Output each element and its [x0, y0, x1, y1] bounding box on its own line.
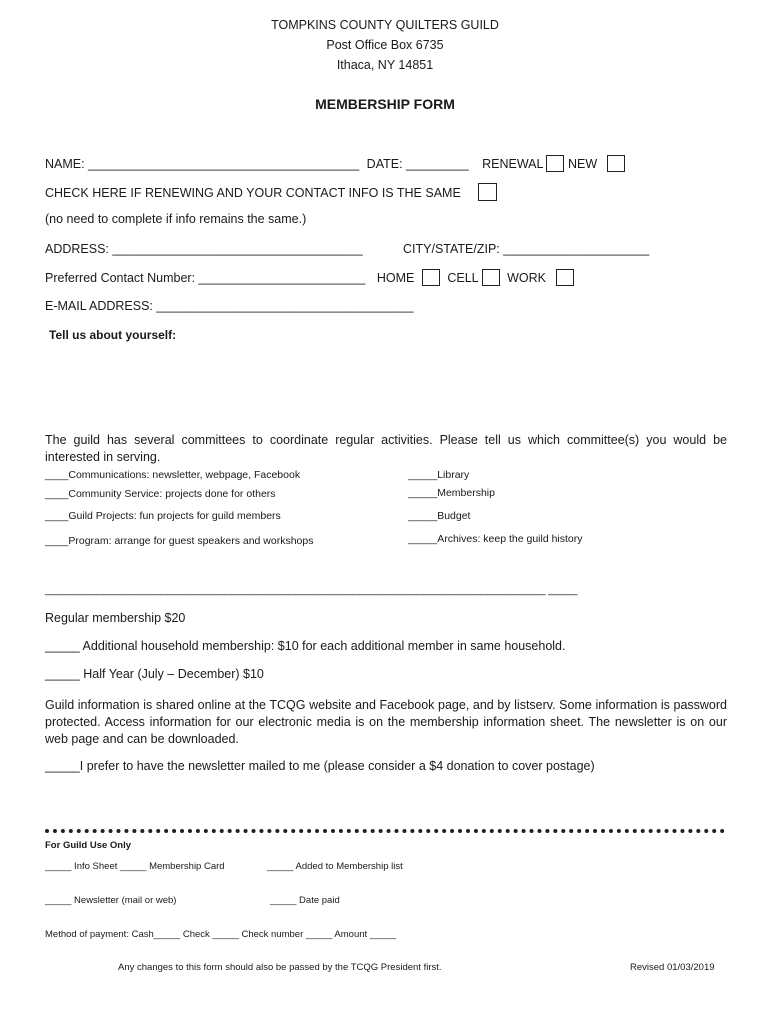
committee-library[interactable]: _____Library [408, 469, 470, 481]
tell-us-heading: Tell us about yourself: [49, 328, 177, 342]
guild-info-paragraph: Guild information is shared online at the TCQG website and Facebook page, and by listserv. Some information is password protected. Access information for our electronic media is on the membership information sheet. The newsletter is on our web page and can be downloaded. [45, 698, 727, 746]
committee-membership[interactable]: _____Membership [408, 487, 495, 499]
committee-community-service[interactable]: ____Community Service: projects done for others [45, 488, 276, 500]
payment-method-field[interactable]: Method of payment: Cash_____ Check _____ Check number _____ Amount _____ [45, 929, 397, 940]
half-year-option[interactable]: _____ Half Year (July – December) $10 [45, 667, 264, 681]
renewal-label: RENEWAL [482, 157, 543, 171]
dotted-divider [45, 829, 725, 833]
new-checkbox[interactable] [607, 155, 625, 172]
renewing-same-checkbox[interactable] [478, 183, 497, 201]
regular-membership: Regular membership $20 [45, 611, 186, 625]
cell-label: CELL [447, 271, 479, 285]
committee-communications[interactable]: ____Communications: newsletter, webpage, Facebook [45, 469, 301, 481]
committee-budget[interactable]: _____Budget [408, 510, 471, 522]
date-paid-field[interactable]: _____ Date paid [270, 895, 340, 906]
committee-guild-projects[interactable]: ____Guild Projects: fun projects for guild members [45, 510, 281, 522]
contact-row [45, 269, 574, 286]
footer-note: Any changes to this form should also be passed by the TCQG President first. [118, 962, 442, 973]
new-label: NEW [567, 157, 598, 171]
date-field[interactable]: DATE: _________ [366, 157, 469, 171]
renewing-same-label: CHECK HERE IF RENEWING AND YOUR CONTACT INFO IS THE SAME [45, 186, 461, 200]
work-label: WORK [507, 271, 547, 285]
name-row [45, 155, 625, 172]
home-checkbox[interactable] [422, 269, 440, 286]
name-field[interactable]: NAME: _______________________________________ [45, 157, 360, 171]
committee-archives[interactable]: _____Archives: keep the guild history [408, 533, 583, 545]
city-address: Ithaca, NY 14851 [336, 58, 434, 72]
newsletter-field[interactable]: _____ Newsletter (mail or web) [45, 895, 177, 906]
preferred-contact-field[interactable]: Preferred Contact Number: ________________________ [45, 271, 366, 285]
email-field[interactable]: E-MAIL ADDRESS: _____________________________________ [45, 299, 414, 313]
renewing-same-row [45, 183, 497, 201]
form-title: MEMBERSHIP FORM [315, 96, 455, 112]
city-state-zip-field[interactable]: CITY/STATE/ZIP: _____________________ [403, 242, 650, 256]
added-list-field[interactable]: _____ Added to Membership list [267, 861, 403, 872]
additional-household-option[interactable]: _____ Additional household membership: $10 for each additional member in same household. [45, 639, 566, 653]
address-field[interactable]: ADDRESS: ____________________________________ [45, 242, 363, 256]
revised-date: Revised 01/03/2019 [630, 962, 715, 973]
committee-program[interactable]: ____Program: arrange for guest speakers and workshops [45, 535, 314, 547]
work-checkbox[interactable] [556, 269, 574, 286]
home-label: HOME [376, 271, 415, 285]
po-box: Post Office Box 6735 [326, 38, 444, 52]
guild-use-title: For Guild Use Only [45, 840, 132, 851]
no-need-note: (no need to complete if info remains the same.) [45, 212, 307, 226]
divider-line: ______________________________________________________________________________________ _____ [45, 584, 578, 596]
renewal-checkbox[interactable] [546, 155, 564, 172]
cell-checkbox[interactable] [482, 269, 500, 286]
info-sheet-field[interactable]: _____ Info Sheet _____ Membership Card [45, 861, 225, 872]
newsletter-mail-option[interactable]: _____I prefer to have the newsletter mailed to me (please consider a $4 donation to cover postage) [45, 759, 595, 773]
committees-intro: The guild has several committees to coordinate regular activities. Please tell us which committee(s) you would be interested in serving. [45, 433, 727, 464]
org-name: TOMPKINS COUNTY QUILTERS GUILD [271, 18, 499, 32]
